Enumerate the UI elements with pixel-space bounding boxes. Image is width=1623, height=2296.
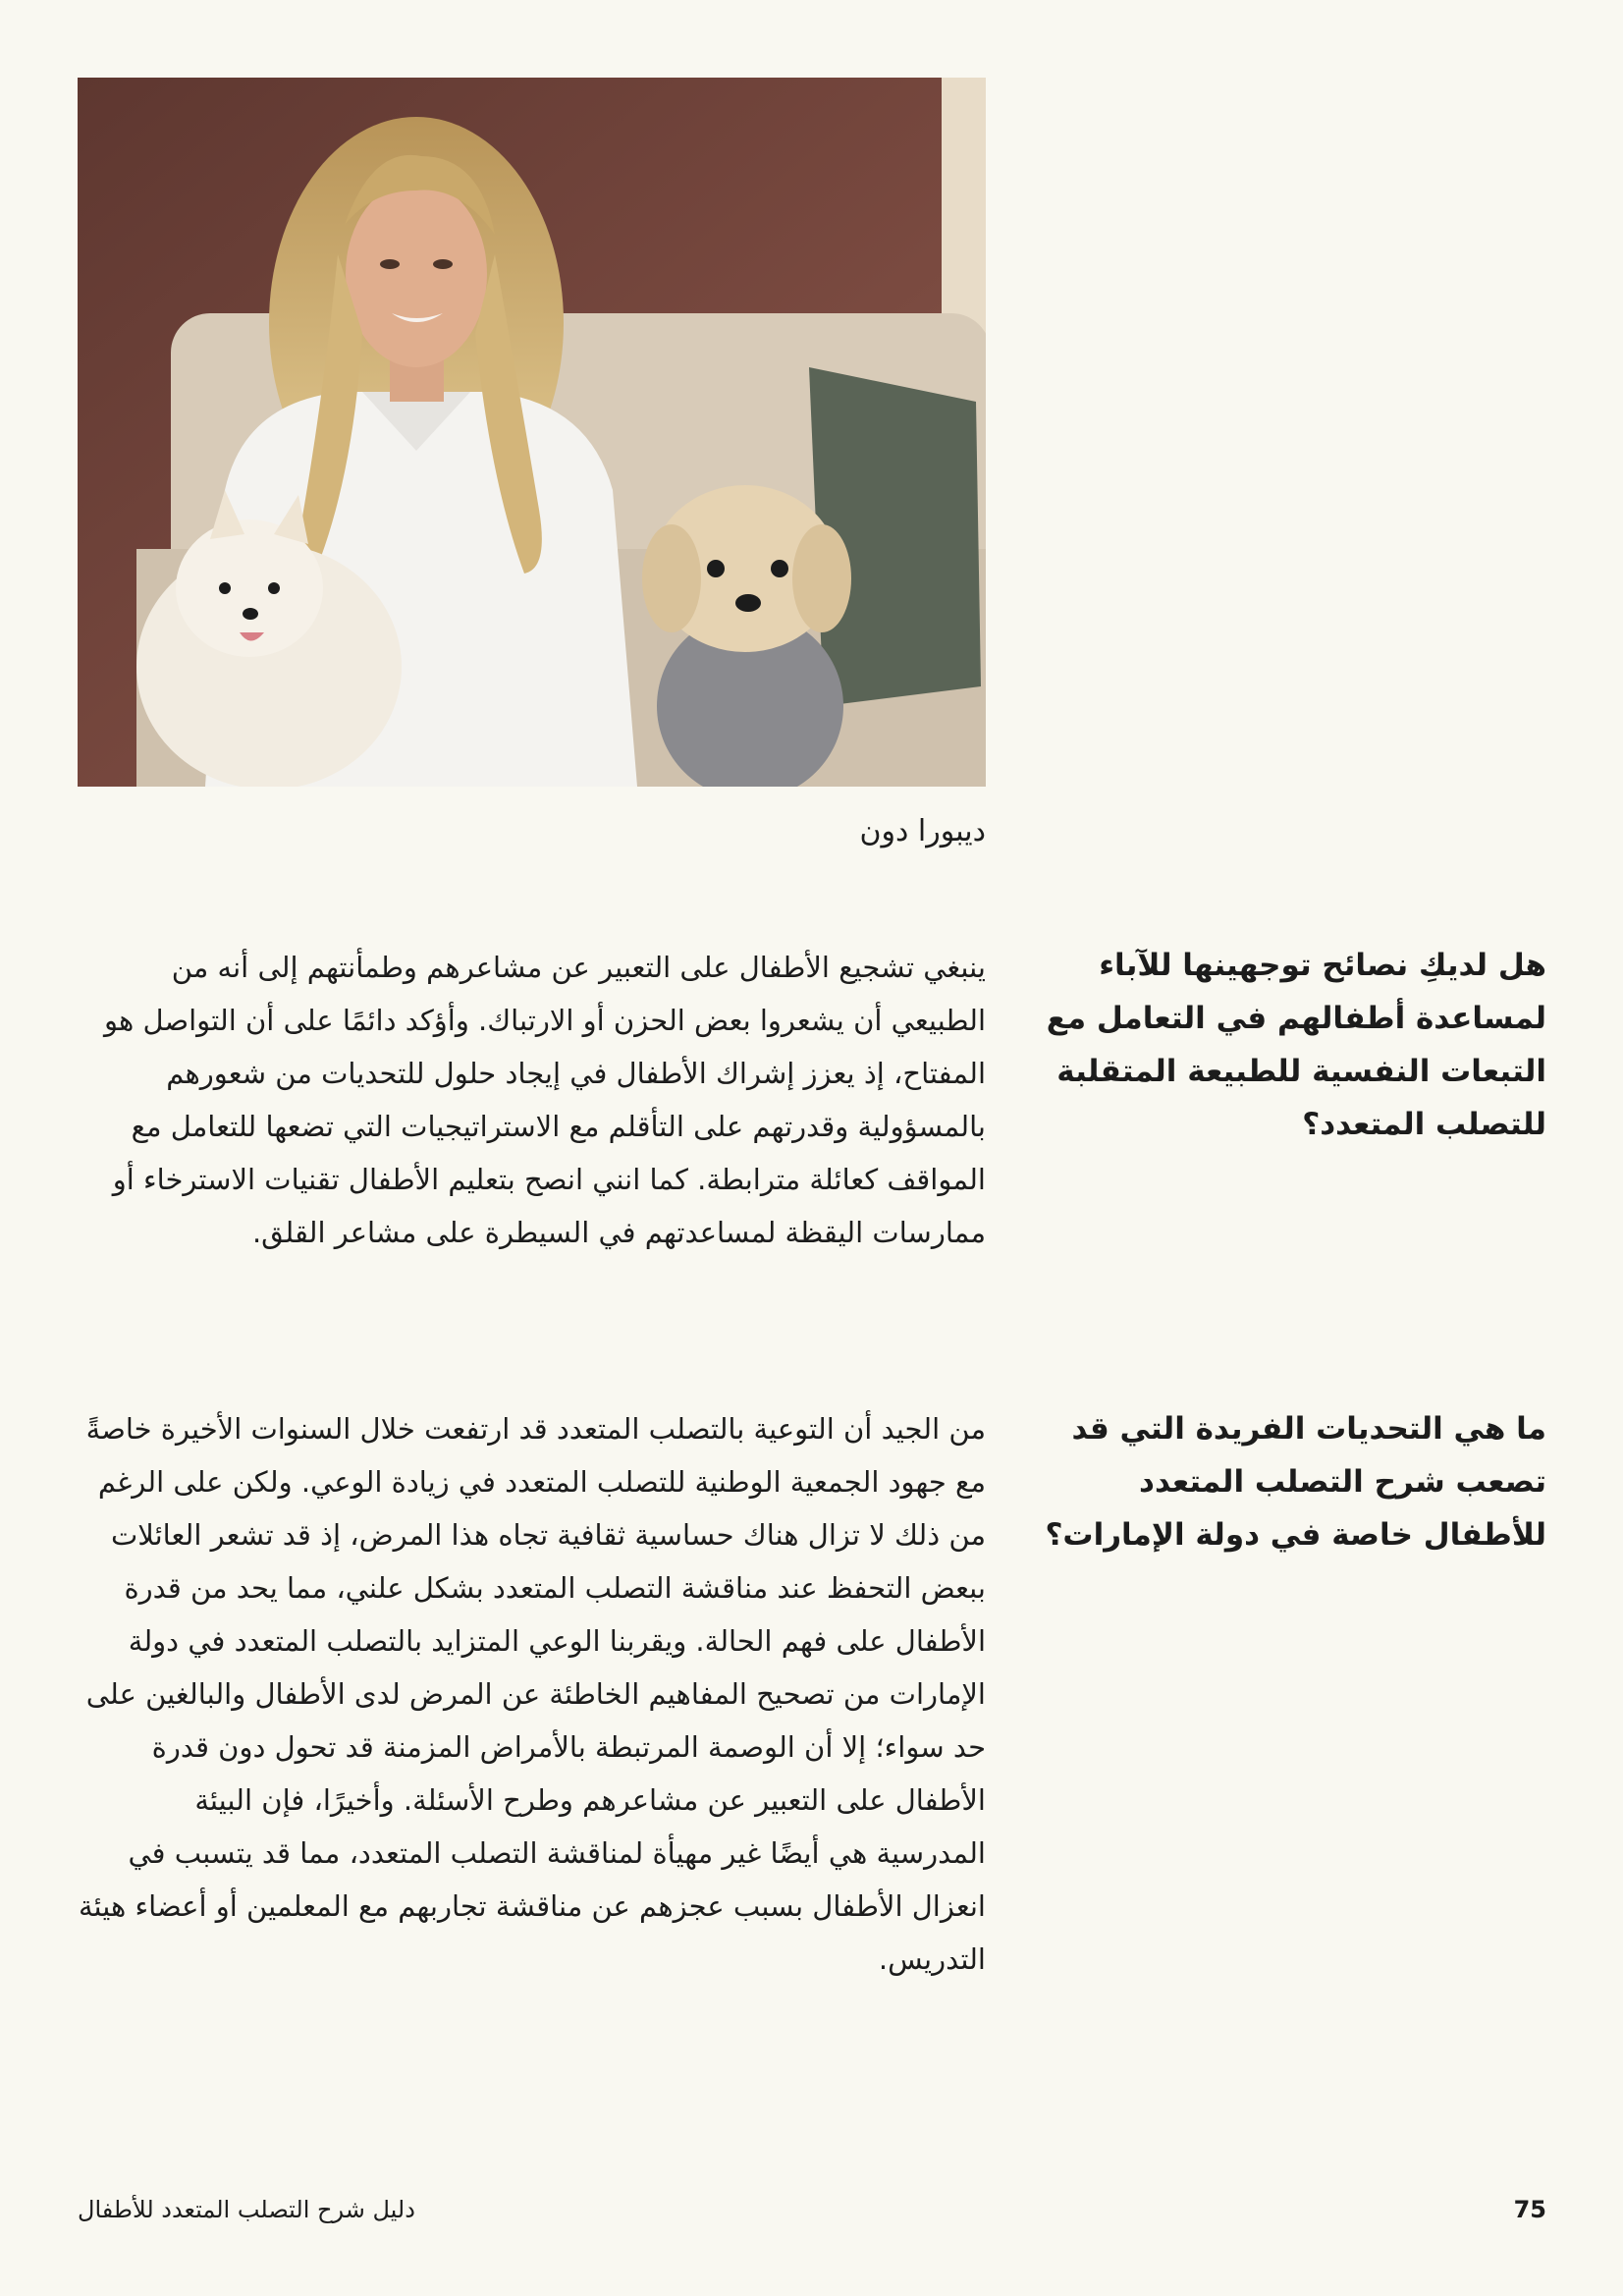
portrait-photo-illustration (78, 78, 986, 787)
answer-paragraph-1: ينبغي تشجيع الأطفال على التعبير عن مشاعرهم وطمأنتهم إلى أنه من الطبيعي أن يشعروا بعض الحزن أو الارتباك. وأؤكد دائمًا على أن التواصل هو المفتاح، إذ يعزز إشراك الأطفال في إيجاد حلول للتحديات من شعورهم بالمسؤولية وقدرتهم على التأقلم مع الاستراتيجيات التي تضعها للتعامل مع المواقف كعائلة مترابطة. كما انني انصح بتعليم الأطفال تقنيات الاسترخاء أو ممارسات اليقظة لمساعدتهم في السيطرة على مشاعر القلق. (104, 951, 986, 1249)
page-number: 75 (1513, 2196, 1546, 2223)
footer-title: دليل شرح التصلب المتعدد للأطفال (78, 2196, 415, 2223)
answer-paragraph-2: من الجيد أن التوعية بالتصلب المتعدد قد ارتفعت خلال السنوات الأخيرة خاصةً مع جهود الجمعية الوطنية للتصلب المتعدد في زيادة الوعي. ولكن على الرغم من ذلك لا تزال هناك حساسية ثقافية تجاه هذا المرض، إذ قد تشعر العائلات ببعض التحفظ عند مناقشة التصلب المتعدد بشكل علني، مما يحد من قدرة الأطفال على فهم الحالة. ويقربنا الوعي المتزايد بالتصلب المتعدد في دولة الإمارات من تصحيح المفاهيم الخاطئة عن المرض لدى الأطفال والبالغين على حد سواء؛ إلا أن الوصمة المرتبطة بالأمراض المزمنة قد تحول دون قدرة الأطفال على التعبير عن مشاعرهم وطرح الأسئلة. وأخيرًا، فإن البيئة المدرسية هي أيضًا غير مهيأة لمناقشة التصلب المتعدد، مما قد يتسبب في انعزال الأطفال بسبب عجزهم عن مناقشة تجاربهم مع المعلمين أو أعضاء هيئة التدريس. (78, 1412, 986, 1976)
question-heading-2: ما هي التحديات الفريدة التي قد تصعب شرح التصلب المتعدد للأطفال خاصة في دولة الإمارات؟ (1045, 1411, 1546, 1553)
portrait-photo (78, 78, 986, 787)
question-heading-1: هل لديكِ نصائح توجهينها للآباء لمساعدة أطفالهم في التعامل مع التبعات النفسية للطبيعة المتقلبة للتصلب المتعدد؟ (1046, 948, 1546, 1142)
photo-caption: ديبورا دون (859, 814, 986, 848)
